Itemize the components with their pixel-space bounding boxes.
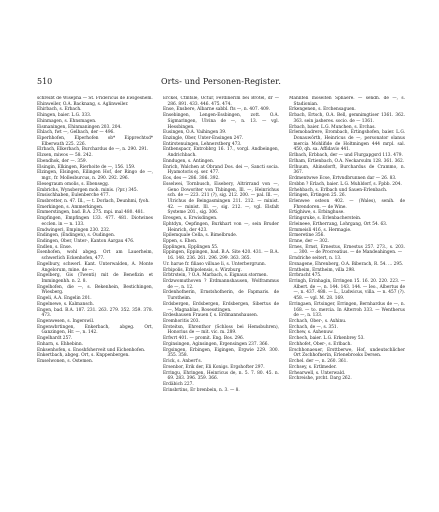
register-entry: Ersnagene, Ehrenberg, O.A. Biberach, R. 54. ... 295.: [289, 261, 404, 267]
register-entry: Erringh, Erinhagin, Erringen 15. 16. 20. 220. 223. — Albert. de —, n. 144. 143. 144. — Ieo., Albertus de —, n. 437. 488. — L., Ludwicus, villa. — n. 457 (?). 458. — vgl. M. 28. 169.: [289, 279, 405, 302]
register-entry: Engenwesen, s. Ingerswil.: [37, 319, 95, 325]
register-entry: Erndriche seitert, n. 13.: [289, 256, 342, 262]
register-entry: Ensebingen, Lengen-Essbingen, zott. O.A. Sigmaringen, Ulvina de —, n. 13. — vgl. Hessbingen.: [163, 113, 279, 130]
register-entry: Engeli, A.A. Engelin 201.: [37, 296, 92, 302]
register-entry: Erdsbergen, Erdsbergen, Erdsbergen, Sibertus de —, Magnablas, Rosesstingen.: [163, 301, 279, 313]
register-entry: Erfwrt 401. — promit. Eng. Bos. 296.: [163, 336, 245, 342]
register-entry: Erdmentwwe Ecse, Ertvndbrunnen dar — 26. 83.: [289, 176, 397, 182]
page-header: [37, 77, 405, 89]
register-entry: Ersbbn ? Erlach, baier. L.G. Muhldorf, s. Fpbb. 204.: [289, 181, 402, 187]
register-entry: Ehirbach, s. Erbach.: [37, 107, 82, 113]
register-columns: [37, 96, 407, 486]
register-entry: Ersenbor, Erik der, Eli Konigs. Ergshofter 297.: [163, 364, 265, 370]
register-entry: Esselwei, Tornbusch, Eisebery, Altrirrand von —, Geno Doworiter von Thbingen, Ill. —, Heinrichus sch. de — 223. 211 (?), sig. 212. 200. — pal. Ill. —, Ulrichus de Beingasmingen 211. 212. — minist. 42. — minist. Ill. —, sig. 212. —, vgl. Elsfalt Systeme 201., sig. 306.: [163, 181, 279, 216]
register-entry: Erginsingen, Aginsingen, Ergensingen 237. 366.: [163, 341, 269, 347]
register-column-middle: [163, 96, 279, 486]
register-entry: Ernne, der — 302.: [289, 238, 329, 244]
register-entry: Erlemobadrere, Erombach, Ertingshofen, baier. L.G. Donauwörth, Heinricus de —, personator olanus mercia Mohlifide de Holtmingen 444 mrpl. sal. 450, qh. sa. Affidavio 441.: [289, 130, 405, 153]
register-entry: Erchhofet, Ober-, s. Erlbach.: [289, 341, 352, 347]
register-entry: Erchel. der —, n. 260. 361.: [289, 359, 348, 365]
register-entry: Ephtdyn, Oepfingen, Burkhart von —, sein Bruder Heinrich, der 423.: [163, 221, 279, 233]
register-entry: Endlen, s. Ense.: [37, 244, 73, 250]
page-number: 510: [37, 77, 53, 86]
register-entry: Erdäbich 227.: [163, 381, 194, 387]
register-entry: Enzingle, Ober, Unter-Ensingen 247.: [163, 136, 244, 142]
register-entry: Erick, s. Anbert's.: [163, 359, 202, 365]
register-entry: Ernes, Ernst, Ernestus, Ernestus 257. 273., s. 203. ... 300. — de Procreatius. — de Mandeahingen. —: [289, 244, 405, 256]
register-entry: Epilemquale Cella, s. Bimelbrude.: [163, 233, 238, 239]
register-entry: Ehinmagen, s. Ehnsmagen.: [37, 118, 97, 124]
register-entry: Erhearwell, s. Unterwald.: [289, 370, 346, 376]
register-entry: Entirstenuingen, Lehnerstberg 473.: [163, 141, 242, 147]
register-entry: Eppen, s. Ehen.: [163, 238, 198, 244]
register-entry: Ersteitsn, Ehrenthor (Schloss bei Hemsbuhren), Honorius de — mit. vic. m. 289.: [163, 324, 279, 336]
register-entry: Emmerstingen, bad. B.A. 275. mpi. mal 480. 481.: [37, 210, 145, 216]
register-entry: Erleineee, Ertherrang, Lohrgang, Ort 54. 63.: [289, 221, 388, 227]
register-entry: Erntheim, Erntheim, villa 298.: [289, 267, 356, 273]
register-entry: Ergsingen, Erbingen, Eigingen, Ergwie 229. 300. 355. 358.: [163, 347, 279, 359]
register-entry: Engelberg, Gis (Twenti) mit de Benefizin et Immingenhh. n. 2. 8.: [37, 273, 153, 284]
register-entry: Erlbach, Erbbach, der — und Flurgapgsrd 113. 479.: [289, 153, 403, 159]
running-title: Orts- und Personen-Register.: [161, 77, 281, 86]
register-column-right: [289, 96, 405, 486]
register-entry: Enharn, s. Ehhebinn.: [37, 341, 83, 347]
register-entry: Erringu, Ehringen, Heinricus de, n. 5. 7. 80. 45. n. 69. 283. 396. 359. 366.: [163, 370, 279, 382]
register-entry: Endingen, Ober, Unter-, Kanton Aargau 476.: [37, 238, 135, 244]
register-entry: Eresgen, s. Erwisdingen.: [163, 216, 218, 222]
register-entry: Ense, Ensbere, Albarne sabbl. fts —, n. 407. 409.: [163, 107, 270, 113]
register-entry: Engelhofen, die —, s. Bekenhein, Bestichingen, Wiesberg.: [37, 284, 153, 296]
register-entry: Enrich, Walchen at Obrand Dos. dei —, Sancti socia. Hyamotoris ej. ser. 477.: [163, 164, 279, 176]
register-entry: Ehinweiler, O.A. Backnang, s. Aglinweiler.: [37, 101, 129, 107]
register-entry: Engelnewe, s. Kalmansch.: [37, 301, 95, 307]
register-entry: Erchach, de —, s. 351.: [289, 324, 339, 330]
register-entry: Erdeshausen Frauen f, s. Erdmannshausen.: [163, 313, 259, 319]
register-entry: Erringaen, Ertsinger, Erringen, Bernhardus de —, n. 168. — to. mercia. In Alterroh 333. — Wentherus de —, n. 133.: [289, 301, 405, 319]
register-entry: Erbach, baier. L.G. Munchen, s. Erchas.: [289, 124, 376, 130]
register-entry: Eppingen, Eppingen, bad. B.A. Site 420. 431. — B.A. 16. 148. 236. 261. 296. 299. 363. 365.: [163, 250, 279, 262]
register-entry: Erchsey, s. Ertlmeder.: [289, 364, 337, 370]
register-entry: Ehingen, baier. L.G. 333.: [37, 113, 92, 119]
register-entry: Erlhuum, Ahinsdorft, Burchardus de Crammo, n. 367.: [289, 164, 405, 176]
register-entry: Erdzwomuthoven ? Erdmannshausen, Wolframmus de —, n. 12.: [163, 279, 279, 290]
register-entry: Engenwbrtingen, Enkerbach, abgeg. Ort, Ganzingen, Hr. —, n. 142.: [37, 324, 153, 336]
register-entry: Embrichs, Wynsbergen mob. minis. (?pr.) 345.: [37, 187, 138, 193]
register-entry: schreibt de Wisepha — St. Fridericus de Ewigeshem.: [37, 96, 153, 101]
register-entry: Erlenwee osteon 402. — (Wales), senih. de Fhrendoren. — de Wine.: [289, 198, 405, 210]
register-entry: Emdwingeri, Empingen 230. 232.: [37, 227, 111, 233]
register-entry: Ertighiwe, s. Erbinghuse.: [289, 210, 345, 216]
register-entry: Elzsen, miwos — 58. 242.: [37, 153, 93, 159]
register-entry: Erhehbach, s. Erlbach und Sauen-Erlenbach.: [289, 187, 388, 193]
register-entry: Erinsbrtins, Er brenbein, n. 3. — 8.: [163, 387, 240, 393]
register-entry: Eusingen, O.A. Vaihingen 39.: [163, 130, 227, 136]
register-entry: Erchreishe, prcht. Darg 262.: [289, 376, 352, 382]
register-entry: Engelhardt 257.: [37, 336, 73, 342]
register-entry: Emsischhaben, Eulenberche 477.: [37, 193, 110, 199]
register-entry: Emerkingen, s. Ammerkingen.: [37, 204, 104, 210]
register-entry: Empfingen, Empfingen 133. 477. 481. Diotwines ecclen. in — n. 133.: [37, 216, 153, 227]
register-entry: Elrbach, Elkerbach, Burchardus de —, n. 290. 291.: [37, 147, 149, 153]
register-entry: Elsingin, Elkingen, Rierhoite de —, 156. 159.: [37, 164, 136, 170]
register-entry: Enndugen, s. Antingen.: [163, 158, 215, 164]
register-entry: Engen, bad. B.A. 187. 231. 263. 279. 352. 359. 378. 473.: [37, 307, 153, 319]
register-entry: Enksenhofen, s. Enoshfsherveit und Eichenhofen.: [37, 347, 146, 353]
register-entry: Epplingen, Epplingen 55.: [163, 244, 219, 250]
register-entry: Emselwonen, s. Ostemen.: [37, 359, 94, 365]
register-entry: Erlham, Ertienbach, O.A. Neckarsulm 128. 361. 362.: [289, 158, 405, 164]
register-entry: Erchech, baier. L.G. Erkenbrey 53.: [289, 336, 365, 342]
register-entry: Engelbury, schwerl. Kant. Unterwalden, A. Monte Angelorum, mine. de —.: [37, 261, 153, 273]
register-entry: Erchew, s. Axhenuw.: [289, 330, 334, 336]
register-entry: Ermmeisli 416, s. Hermagie.: [289, 227, 352, 233]
register-entry: Eiperhhofen, Elperhofen ob* Eipprechtsd* Elberwath 225. 226.: [37, 136, 153, 147]
register-entry: Erlingsruke, s. Erlenbacherstein.: [289, 216, 362, 222]
register-entry: Esenhofen, wohl abgeg. Ort am Lauerheim, schwerlich Eckenhofen, 477.: [37, 250, 153, 262]
register-entry: Erdenhofnerin, Ernstshofnerin, de Fapmaris. de Turstheim.: [163, 290, 279, 302]
register-entry: Erbipolis, Erbipolensis, s. Wirzburg.: [163, 267, 242, 273]
register-entry: Erbach, Ertsch, O.A. Bell, gemnimgtiser 1361. 362. 363. sein jasheres. socio. de — 1361.: [289, 113, 405, 124]
register-entry: Eremhoritis 203.: [163, 319, 200, 325]
register-entry: Erlingen, Ertingen 25. 26.: [289, 193, 347, 199]
register-entry: Ur. harue fr. filiaso villuae li, s. Unterbergrunn.: [163, 261, 266, 267]
register-entry: Erchach, Ober-, s. Axhinu.: [289, 319, 347, 325]
register-entry: Ehlach, fwt —, Gelbach, der — 496.: [37, 130, 115, 136]
register-entry: Emsbretter, n. 47. Ill., — t. Dorlach, Deunhmi, fyoh.: [37, 198, 150, 204]
register-entry: Eismaningen, Ehinmaningen 203. 204.: [37, 124, 122, 130]
register-entry: Erschhonaeuer, Ersttberwe, Hof, undeutschlicher Ort Zschhofnerin, Erlenebrooks Dersen.: [289, 347, 405, 359]
register-entry: Entbenspacr, Entrobbrg 16. 17., vorgl. Andbeingen, Andrichbach.: [163, 147, 279, 159]
register-entry: Enkertbach, abgeg. Ort, s. Knppenbergen.: [37, 353, 130, 359]
register-entry: Eos, des — 286. 386. 392.: [163, 176, 220, 182]
register-entry: Errbracht 475.: [289, 273, 322, 279]
register-entry: Elzingen, Elsingen, Eilingen Hof, der Ringo de —, mgr., fr. Mollesburcus, n. 290. 292. 296.: [37, 170, 153, 182]
register-entry: Erkengenen, s. Erchensaguen.: [289, 107, 356, 113]
register-entry: Mannfeli moseiten Sphaere. — sendh. de —, s. Stadionian.: [289, 96, 405, 107]
register-entry: Erbtrstein, ? O.A. Marbach, s. Eignaux stormen.: [163, 273, 268, 279]
register-entry: Elesegraum omolis, s. Ebensegg.: [37, 181, 110, 187]
register-entry: Endingen, (Endingen), s. Oudingen.: [37, 233, 116, 239]
register-entry: Ermeretine 356.: [289, 233, 325, 239]
register-entry: Ebendhok, der —. 359.: [37, 158, 87, 164]
register-entry: Erckel, Ctmtsle, Octur, Ferdinerim bei Brotel, dr — 286. 891. 433. 446. 475. 474.: [163, 96, 279, 107]
register-column-left: [37, 96, 153, 486]
